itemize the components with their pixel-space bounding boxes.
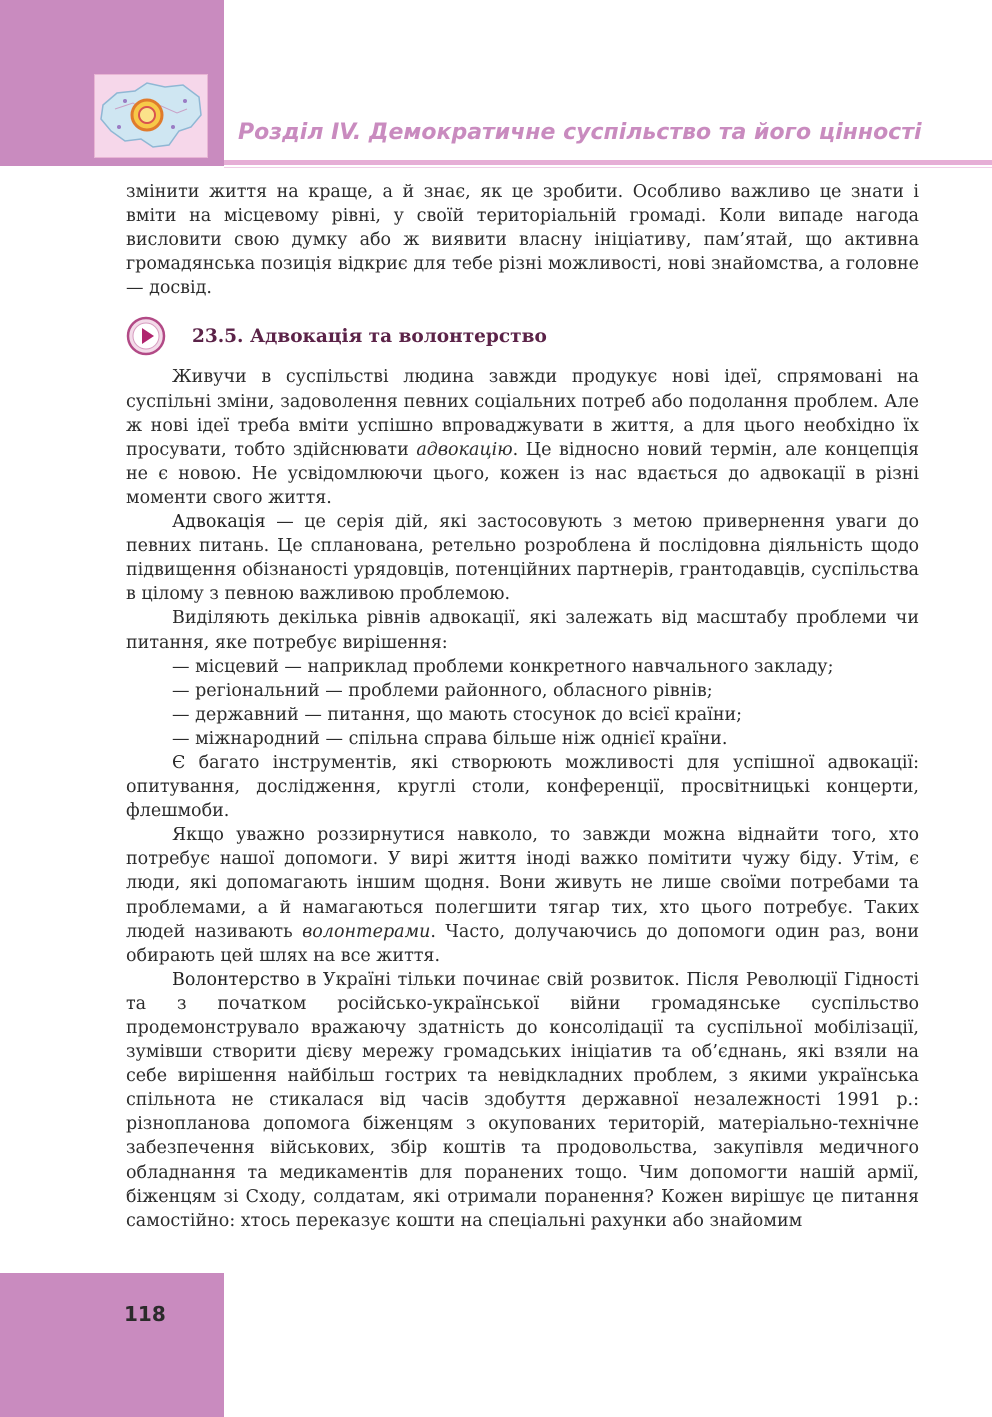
italic-term-advocacy: адвокацію [416, 439, 513, 460]
italic-term-volunteers: волонтерами [302, 921, 431, 942]
list-item: — міжнародний — спільна справа більше ніж однієї країни. [172, 728, 728, 749]
paragraph-volunteering [126, 968, 919, 1233]
text-run: в Україні тільки починає свій розвиток. Після Революції Гідності та з початком російсько-української війни громадянське суспільство продемонструвало вражаючу здатність до консолідації та суспільної мобілізації, зумівши створити дієву мережу громадських ініціатив та об’єднань, які взяли на себе вирішення найбільш гострих та невідкладних проблем, з якими українська спільнота не стикалася від часів здобуття державної незалежності 1991 р.: різнопланова допомога біженцям з окупованих територій, матеріально-технічне забезпечення військових, збір коштів та продовольства, закупівля медичного обладнання та медикаментів для поранених тощо. Чим допомогти нашій армії, біженцям зі Сходу, солдатам, які отримали поранення? Кожен вирішує це питання самостійно: хтось переказує кошти на спеціальні рахунки або знайомим [126, 969, 919, 1231]
paragraph-advocacy-tools: Є багато інструментів, які створюють можливості для успішної адвокації: опитування, дослідження, круглі столи, конференції, просвітницькі концерти, флешмоби. [126, 752, 919, 822]
header-rule-thin [224, 167, 992, 168]
text-run: . Часто, долучаючись до допомоги один раз, вони обирають цей шлях на все життя. [126, 921, 920, 966]
section-heading [126, 312, 919, 362]
list-item: — місцевий — наприклад проблеми конкретного навчального закладу; [172, 656, 834, 677]
text-run: — це серія дій, які застосовують з метою привернення уваги до певних питань. Це спланована, ретельно розроблена й послідовна діяльність щодо підвищення обізнаності урядовців, потенційних партнерів, грантодавців, суспільства в цілому з певною важливою проблемою. [126, 512, 919, 605]
play-icon [126, 316, 166, 356]
ukraine-map-thumbnail [94, 74, 208, 158]
list-item: — регіональний — проблеми районного, обласного рівнів; [172, 680, 713, 701]
header-rule [224, 160, 992, 165]
chapter-title: Розділ IV. Демократичне суспільство та його цінності [238, 120, 922, 145]
term-advocacy: Адвокація [172, 512, 266, 533]
intro-paragraph: змінити життя на краще, а й знає, як це зробити. Особливо важливо це знати і вміти на місцевому рівні, у своїй територіальній громаді. Коли випаде нагода висловити свою думку або ж виявити власну ініціативу, пам’ятай, що активна громадянська позиція відкриє для тебе різні можливості, нові знайомства, а головне — досвід. [126, 182, 919, 299]
list-item: — державний — питання, що мають стосунок до всієї країни; [172, 704, 743, 725]
paragraph-volunteers [126, 823, 919, 968]
footer-sidebar-band [0, 1273, 224, 1417]
text-run: Якщо уважно роззирнутися навколо, то завжди можна віднайти того, хто потребує нашої допомоги. У вирі життя іноді важко помітити чужу біду. Утім, є люди, які допомагають іншим щодня. Вони живуть не лише своїми потребами та проблемами, а й намагаються полегшити тягар тих, хто цього потребує. Таких людей називають [126, 825, 919, 942]
text-run: Живучи в суспільстві людина завжди продукує нові ідеї, спрямовані на суспільні зміни, задоволення певних соціальних потреб або подолання проблем. Але ж нові ідеї треба вміти успішно впроваджувати в життя, а для цього необхідно їх просувати, тобто здійснювати [126, 367, 919, 460]
section-title: 23.5. Адвокація та волонтерство [192, 326, 547, 348]
paragraph-advocacy-definition [126, 510, 919, 606]
text-run: . Це відносно новий термін, але концепція не є новою. Не усвідомлюючи цього, кожен із нас вдається до адвокації в різні моменти свого життя. [126, 439, 920, 508]
paragraph-advocacy-levels: Виділяють декілька рівнів адвокації, які залежать від масштабу проблеми чи питання, яке потребує вирішення: [126, 608, 919, 653]
term-volunteering: Волонтерство [172, 969, 300, 990]
paragraph-advocacy-intro [126, 365, 919, 510]
page-content [126, 180, 919, 1233]
page-number: 118 [124, 1302, 166, 1326]
